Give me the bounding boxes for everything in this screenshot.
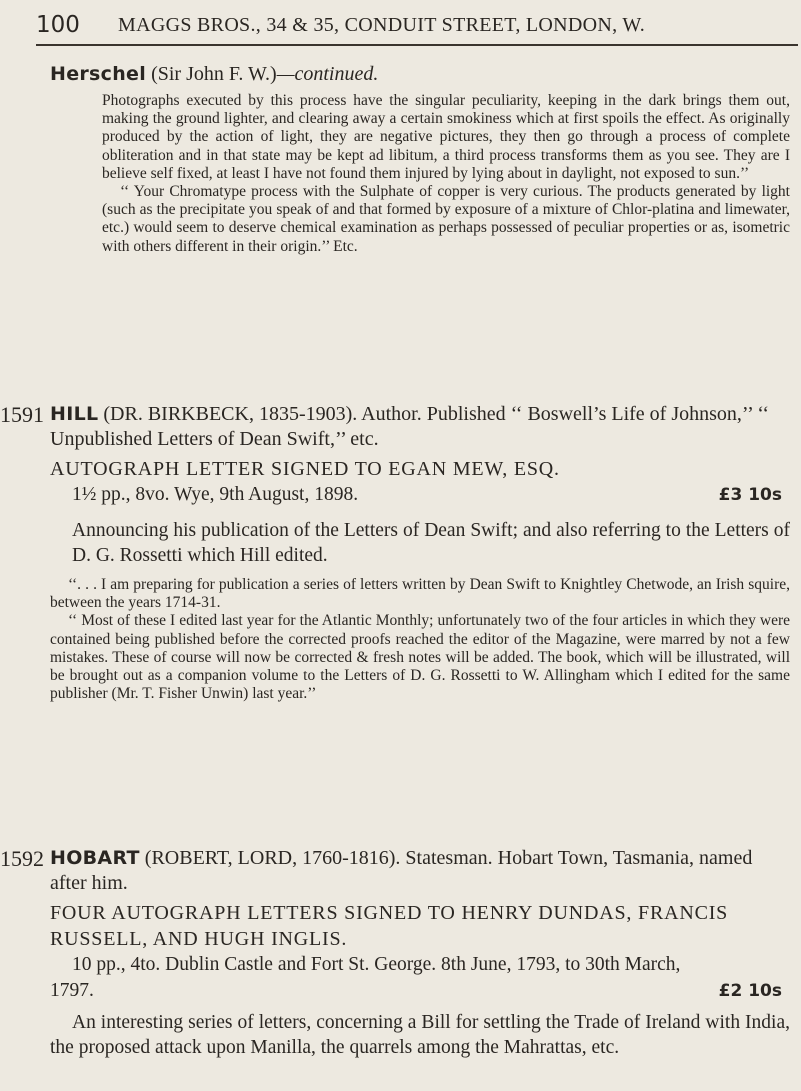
item-details bbox=[50, 482, 790, 508]
quotation-paragraph: Photographs executed by this process have the singular peculiarity, keeping in the dark brings them out, making the ground lighter, and clearing away a certain smokiness which at first spoils the effect. As originally produced by the action of light, they are negative pictures, they then go through a process of complete obliteration and in that state may be kept ad libitum, a third process transforms them as you see. They are I believe self fixed, at least I have not found them injured by lying about in daylight, not exposed to sun.’’ bbox=[102, 92, 790, 182]
entry-herschel bbox=[50, 62, 790, 256]
header-rule bbox=[36, 44, 798, 46]
entry-name: (Sir John F. W.) bbox=[151, 63, 277, 85]
headword: HILL bbox=[50, 403, 99, 425]
lot-number: 1591 bbox=[0, 402, 44, 427]
page-number: 100 bbox=[36, 12, 80, 38]
headword: HOBART bbox=[50, 847, 140, 869]
collation: 1½ pp., 8vo. Wye, 9th August, 1898. bbox=[72, 484, 359, 505]
quotation-paragraph: ‘‘. . . I am preparing for publication a series of letters written by Dean Swift to Knightley Chetwode, an Irish squire, between the years 1714-31. bbox=[50, 576, 790, 612]
entry-intro: (ROBERT, LORD, 1760-1816). Statesman. Hobart Town, Tasmania, named after him. bbox=[50, 847, 753, 894]
quotation-paragraph: ‘‘ Your Chromatype process with the Sulphate of copper is very curious. The products generated by light (such as the precipitate you speak of and that formed by exposure of a mixture of Chlor-platina and limewater, etc.) would seem to deserve chemical examination as perhaps possessed of peculiar properties or as, isometric with others different in their origin.’’ Etc. bbox=[102, 183, 790, 255]
price: £2 10s bbox=[718, 981, 782, 1001]
item-title: FOUR AUTOGRAPH LETTERS SIGNED TO HENRY DUNDAS, FRANCIS RUSSELL, AND HUGH INGLIS. bbox=[50, 902, 729, 950]
entry-heading bbox=[50, 402, 790, 452]
entry-heading bbox=[50, 846, 790, 896]
price: £3 10s bbox=[718, 485, 782, 505]
page-header bbox=[36, 12, 796, 42]
running-head: MAGGS BROS., 34 & 35, CONDUIT STREET, LONDON, W. bbox=[118, 14, 646, 36]
lot-number: 1592 bbox=[0, 846, 44, 871]
entry-1592 bbox=[0, 846, 790, 1060]
entry-1591 bbox=[0, 402, 790, 703]
entry-intro: (DR. BIRKBECK, 1835-1903). Author. Published ‘‘ Boswell’s Life of Johnson,’’ ‘‘ Unpublished Letters of Dean Swift,’’ etc. bbox=[50, 403, 770, 450]
collation: 10 pp., 4to. Dublin Castle and Fort St. George. 8th June, 1793, to 30th March, 1797. bbox=[50, 954, 681, 1001]
headword: Herschel bbox=[50, 63, 147, 85]
item-title: AUTOGRAPH LETTER SIGNED TO EGAN MEW, ESQ. bbox=[50, 458, 560, 480]
item-details bbox=[50, 952, 790, 1004]
quotation-block bbox=[102, 92, 790, 256]
quotation-block bbox=[50, 576, 790, 703]
item-summary: An interesting series of letters, concerning a Bill for settling the Trade of Ireland with India, the proposed attack upon Manilla, the quarrels among the Mahrattas, etc. bbox=[50, 1012, 790, 1058]
continued-label: —continued. bbox=[276, 63, 379, 85]
quotation-paragraph: ‘‘ Most of these I edited last year for the Atlantic Monthly; unfortunately two of the four articles in which they were contained being published before the corrected proofs reached the editor of the Magazine, were marred by not a few mistakes. These of course will now be corrected & fresh notes will be added. The book, which will be illustrated, will be brought out as a companion volume to the Letters of D. G. Rossetti to W. Allingham which I edited for the same publisher (Mr. T. Fisher Unwin) last year.’’ bbox=[50, 612, 790, 703]
entry-heading bbox=[50, 62, 790, 86]
item-summary: Announcing his publication of the Letters of Dean Swift; and also referring to the Letters of D. G. Rossetti which Hill edited. bbox=[72, 520, 790, 566]
